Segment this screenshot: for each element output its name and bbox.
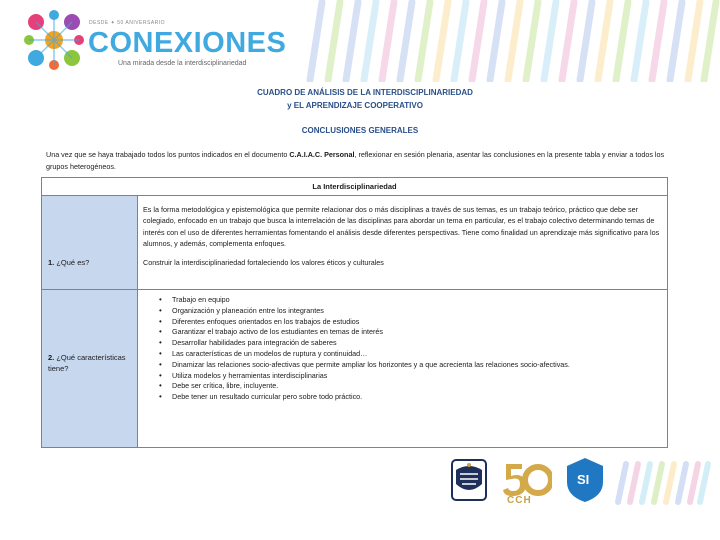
answer-cell-2 bbox=[138, 290, 667, 447]
list-item: • Utiliza modelos y herramientas interdisciplinarias bbox=[146, 371, 663, 382]
question-1-text: ¿Qué es? bbox=[54, 258, 90, 267]
list-item: • Debe ser crítica, libre, incluyente. bbox=[146, 381, 663, 392]
list-item: • Diferentes enfoques orientados en los trabajos de estudios bbox=[146, 317, 663, 328]
answer-1-paragraph-2: Construir la interdisciplinariedad fortaleciendo los valores éticos y culturales bbox=[143, 258, 384, 268]
list-item: • Organización y planeación entre los integrantes bbox=[146, 306, 663, 317]
unam-seal-icon bbox=[448, 456, 490, 504]
logo-subtitle: Una mirada desde la interdisciplinariedad bbox=[118, 60, 247, 67]
cch-logo-label: CCH bbox=[507, 495, 532, 506]
question-2-number: 2. bbox=[48, 353, 55, 362]
decorative-stripes-bottom bbox=[612, 460, 712, 505]
network-logo-icon bbox=[22, 8, 86, 72]
list-item: • Garantizar el trabajo activo de los estudiantes en temas de interés bbox=[146, 327, 663, 338]
si-logo-label: SI bbox=[577, 472, 590, 487]
list-item: • Las características de un modelos de ruptura y continuidad… bbox=[146, 349, 663, 360]
conexiones-logo bbox=[22, 8, 287, 80]
document-subtitle: y EL APRENDIZAJE COOPERATIVO bbox=[287, 101, 423, 110]
section-title: CONCLUSIONES GENERALES bbox=[301, 126, 419, 135]
list-item: • Trabajo en equipo bbox=[146, 295, 663, 306]
intro-text-after: , reflexionar en sesión plenaria, asentar las conclusiones en la presente tabla y enviar a todos los grupos heterogéneos. bbox=[46, 150, 665, 171]
list-item: • Dinamizar las relaciones socio-afectivas que permite ampliar los horizontes y a que acrecienta las relaciones socio-afectivas. bbox=[146, 360, 663, 371]
list-item: • Desarrollar habilidades para integración de saberes bbox=[146, 338, 663, 349]
decorative-stripes-top bbox=[300, 0, 720, 82]
table-header: La Interdisciplinariedad bbox=[42, 178, 667, 196]
intro-document-name: C.A.I.A.C. Personal bbox=[289, 150, 355, 159]
intro-paragraph bbox=[46, 149, 668, 173]
logo-wordmark: CONEXIONES bbox=[88, 27, 287, 59]
interdisciplinarity-table bbox=[41, 177, 668, 448]
question-cell-2 bbox=[42, 290, 138, 447]
list-item: • Debe tener un resultado curricular pero sobre todo práctico. bbox=[146, 392, 663, 403]
answer-1-paragraph-1: Es la forma metodológica y epistemológica que permite relacionar dos o más disciplinas a través de sus temas, es un trabajo teórico, práctico que debe ser colegiado, enfocado en un trabajo que busca la interrelación de las disciplinas para abordar un tema en particular, es el trabajo colectivo determinando temas de interés con el uso de diferentes herramientas fomentando el análisis desde diferentes perspectivas. Tiene como finalidad un aprendizaje más significativo para los alumnos, y además, complementa enfoques. bbox=[143, 205, 660, 248]
logo-tagline: DESDE ✦ 50 ANIVERSARIO bbox=[89, 20, 166, 26]
question-cell-1 bbox=[42, 196, 138, 290]
intro-text-before: Una vez que se haya trabajado todos los puntos indicados en el documento bbox=[46, 150, 290, 159]
characteristics-list bbox=[146, 295, 663, 403]
question-2 bbox=[48, 352, 134, 374]
question-1 bbox=[48, 257, 89, 268]
question-2-text: ¿Qué características tiene? bbox=[48, 353, 126, 373]
document-title: CUADRO DE ANÁLISIS DE LA INTERDISCIPLINARIEDAD bbox=[257, 88, 473, 97]
answer-cell-1 bbox=[138, 196, 667, 290]
question-1-number: 1. bbox=[48, 258, 55, 267]
